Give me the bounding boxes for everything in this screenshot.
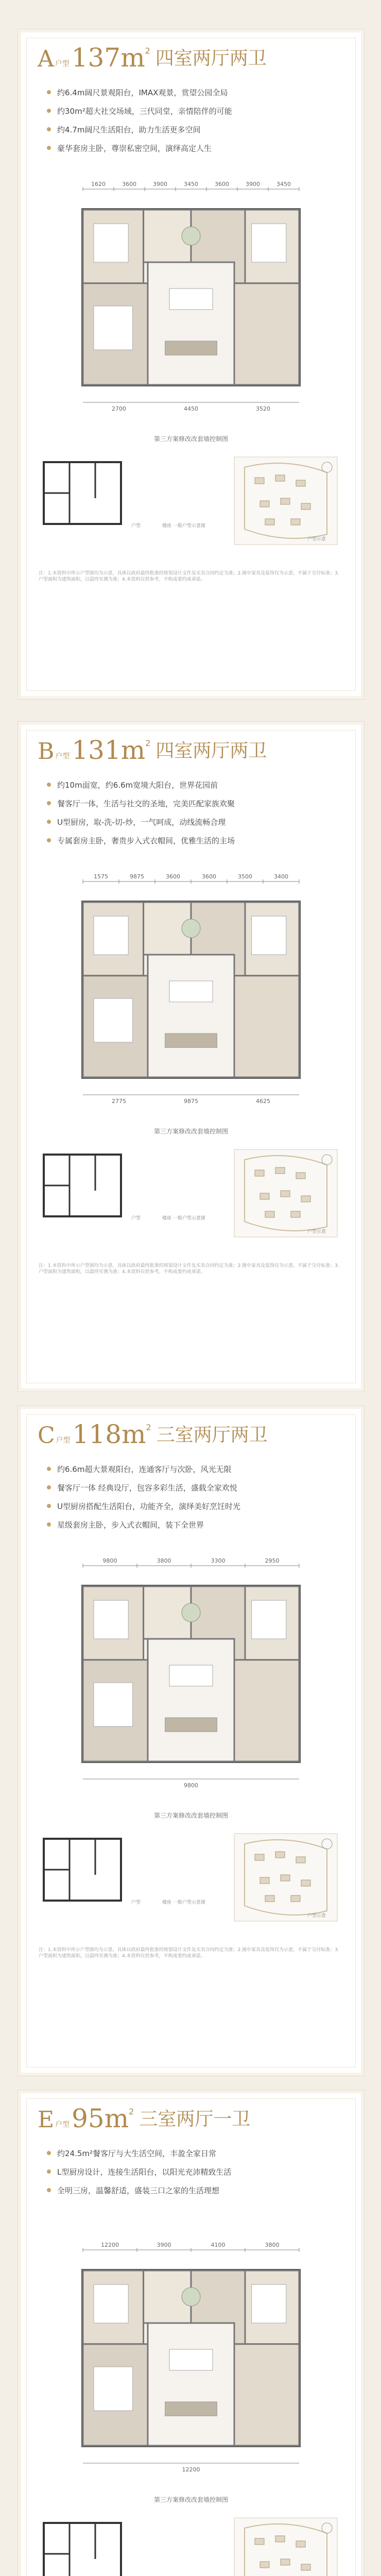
bullet-dot bbox=[47, 820, 51, 824]
floor-plan bbox=[18, 866, 364, 1124]
bullet-dot bbox=[47, 783, 51, 787]
unit-type-label: 户型 bbox=[55, 752, 70, 760]
feature-item bbox=[47, 775, 335, 794]
dimension-label: 3450 bbox=[184, 181, 198, 188]
mini-floor-plan bbox=[39, 1834, 126, 1911]
site-map bbox=[229, 1144, 342, 1242]
floor-plan bbox=[18, 2234, 364, 2492]
reference-row bbox=[39, 1828, 343, 1942]
dimension-label: 2775 bbox=[112, 1098, 126, 1105]
legend-text: 楼座 一般户型示意图 bbox=[162, 1216, 205, 1221]
building-block bbox=[291, 1895, 300, 1902]
feature-text: U型厨房，取-洗-切-炒，一气呵成，动线流畅合理 bbox=[57, 817, 226, 827]
room bbox=[148, 955, 234, 1077]
feature-item bbox=[47, 1515, 335, 1534]
dining-table bbox=[169, 1665, 213, 1686]
building-block bbox=[255, 2538, 264, 2545]
plant bbox=[182, 227, 200, 245]
feature-text: 约6.6m超大景观阳台，连通客厅与次卧，风光无限 bbox=[57, 1464, 232, 1474]
feature-text: 约4.7m阔尺生活阳台，助力生活更多空间 bbox=[57, 125, 201, 134]
building-block bbox=[301, 2564, 310, 2570]
feature-item bbox=[47, 831, 335, 850]
feature-list bbox=[47, 775, 335, 850]
feature-item bbox=[47, 83, 335, 101]
plan-caption: 第三方案修改改套墙控制图 bbox=[153, 1812, 228, 1819]
dimension-label: 4100 bbox=[211, 2242, 226, 2248]
bed bbox=[94, 998, 133, 1042]
feature-text: L型厨房设计，连接生活阳台，以阳光充沛精致生活 bbox=[57, 2167, 232, 2177]
dimension-label: 9875 bbox=[184, 1098, 198, 1105]
dimension-label: 4450 bbox=[184, 405, 198, 412]
dimension-label: 1620 bbox=[91, 181, 106, 188]
building-block bbox=[255, 1170, 264, 1176]
feature-item bbox=[47, 812, 335, 831]
disclaimer-note: 注：1.本资料中所示户型图均为示意，具体以政府最终批准的规划设计文件及买卖合同约定为准；2.图中家具及装饰仅为示意，不属于交付标准；3.户型面积为建筑面积，以最终实测为准；4.本资料仅供参考，不构成要约或承诺。 bbox=[39, 571, 339, 582]
feature-text: 约30m²超大社交场域，三代同堂，亲情陪伴的可能 bbox=[57, 106, 232, 116]
building-block bbox=[255, 478, 264, 484]
unit-letter: A bbox=[38, 46, 54, 72]
room bbox=[148, 2323, 234, 2446]
dimension-label: 3450 bbox=[276, 181, 291, 188]
bed bbox=[252, 2284, 286, 2323]
dimension-label: 3800 bbox=[265, 2242, 280, 2248]
building-block bbox=[265, 1211, 274, 1217]
feature-text: 餐客厅一体，生活与社交的圣地，完美匹配家族欢聚 bbox=[57, 799, 235, 808]
building-block bbox=[281, 498, 290, 504]
bullet-dot bbox=[47, 2151, 51, 2155]
dimension-label: 3400 bbox=[274, 873, 288, 880]
feature-text: U型厨房搭配生活阳台，功能齐全，演绎美好烹饪时光 bbox=[57, 1501, 240, 1511]
dining-table bbox=[169, 2349, 213, 2370]
bed bbox=[94, 306, 133, 350]
feature-text: 约6.4m阔尺景观阳台，IMAX观景，赏望公园全局 bbox=[57, 88, 228, 97]
floor-plan bbox=[18, 1550, 364, 1808]
bullet-dot bbox=[47, 2188, 51, 2192]
feature-item bbox=[47, 2144, 335, 2162]
sofa bbox=[165, 1033, 217, 1047]
dimension-label: 9800 bbox=[184, 1782, 198, 1789]
floor-plan bbox=[18, 174, 364, 431]
dimension-label: 9800 bbox=[102, 1557, 117, 1564]
building-block bbox=[296, 480, 305, 486]
bullet-dot bbox=[47, 801, 51, 805]
floor-plan-drawing bbox=[47, 1550, 335, 1808]
feature-text: 约10m面宽，约6.6m宽境大阳台，世界花园前 bbox=[57, 780, 218, 790]
building-block bbox=[296, 1173, 305, 1179]
legend-unit bbox=[131, 1214, 141, 1221]
unit-title bbox=[38, 737, 267, 763]
building-block bbox=[260, 1877, 269, 1884]
feature-text: 约24.5m²餐客厅与大生活空间，丰盈全家日常 bbox=[57, 2148, 217, 2158]
site-map-label: 户型示意 bbox=[307, 1913, 326, 1919]
unit-area: 131m bbox=[72, 735, 146, 765]
building-block bbox=[275, 475, 285, 481]
mini-floor-plan bbox=[39, 457, 126, 534]
dimension-label: 4625 bbox=[256, 1098, 270, 1105]
building-block bbox=[275, 1852, 285, 1858]
legend-building bbox=[162, 1214, 205, 1221]
building-block bbox=[291, 1211, 300, 1217]
bed bbox=[94, 1683, 133, 1726]
unit-area: 137m bbox=[71, 43, 145, 73]
bed bbox=[94, 916, 128, 955]
unit-layout: 四室两厅两卫 bbox=[155, 48, 267, 69]
plan-caption: 第三方案修改改套墙控制图 bbox=[153, 435, 228, 443]
bed bbox=[252, 1600, 286, 1639]
unit-layout: 三室两厅两卫 bbox=[156, 1425, 268, 1446]
unit-type-label: 户型 bbox=[55, 2121, 70, 2129]
dimension-label: 3900 bbox=[153, 181, 167, 188]
disclaimer-note: 注：1.本资料中所示户型图均为示意，具体以政府最终批准的规划设计文件及买卖合同约定为准；2.图中家具及装饰仅为示意，不属于交付标准；3.户型面积为建筑面积，以最终实测为准；4.本资料仅供参考，不构成要约或承诺。 bbox=[39, 1947, 339, 1959]
room bbox=[148, 1639, 234, 1761]
feature-item bbox=[47, 139, 335, 157]
dimension-label: 1575 bbox=[94, 873, 108, 880]
feature-item bbox=[47, 794, 335, 812]
plant bbox=[182, 919, 200, 938]
bullet-dot bbox=[47, 1522, 51, 1527]
floor-plan-drawing bbox=[47, 174, 335, 431]
building-block bbox=[291, 519, 300, 525]
bullet-dot bbox=[47, 1485, 51, 1489]
unit-type-label: 户型 bbox=[55, 60, 70, 68]
bullet-dot bbox=[47, 838, 51, 842]
site-map bbox=[229, 1828, 342, 1926]
unit-layout: 四室两厅两卫 bbox=[155, 740, 267, 761]
dimension-label: 3900 bbox=[157, 2242, 171, 2248]
feature-text: 星级套房主卧，步入式衣帽间，装下全世界 bbox=[57, 1520, 204, 1530]
reference-row bbox=[39, 2513, 343, 2576]
building-block bbox=[260, 1193, 269, 1199]
plan-caption: 第三方案修改改套墙控制图 bbox=[153, 2496, 228, 2503]
building-block bbox=[281, 2559, 290, 2565]
area-superscript: 2 bbox=[146, 1422, 151, 1432]
bullet-dot bbox=[47, 1467, 51, 1471]
legend-text: 户型 bbox=[131, 1900, 141, 1905]
building-block bbox=[301, 503, 310, 510]
room bbox=[148, 262, 234, 385]
sofa bbox=[165, 2402, 217, 2416]
bullet-dot bbox=[47, 2170, 51, 2174]
feature-item bbox=[47, 1460, 335, 1478]
dimension-label: 3600 bbox=[215, 181, 229, 188]
area-superscript: 2 bbox=[129, 2107, 134, 2116]
dimension-label: 3600 bbox=[122, 181, 136, 188]
reference-row bbox=[39, 452, 343, 565]
unit-area: 95m bbox=[72, 2104, 129, 2133]
feature-text: 餐客厅一体 经典设厅，包容多彩生活，盛载全家欢悦 bbox=[57, 1483, 237, 1493]
floor-plan-drawing bbox=[47, 866, 335, 1124]
legend-text: 楼座 一般户型示意图 bbox=[162, 523, 205, 529]
feature-text: 豪华套房主卧，尊崇私密空间，演绎高定人生 bbox=[57, 143, 212, 153]
bed bbox=[94, 2284, 128, 2323]
plan-caption: 第三方案修改改套墙控制图 bbox=[153, 1128, 228, 1135]
site-map-label: 户型示意 bbox=[307, 537, 326, 542]
sofa bbox=[165, 341, 217, 355]
feature-item bbox=[47, 120, 335, 139]
feature-list bbox=[47, 83, 335, 157]
dimension-label: 3520 bbox=[256, 405, 270, 412]
site-map-label: 户型示意 bbox=[307, 1229, 326, 1234]
legend-building bbox=[162, 1899, 205, 1905]
bed bbox=[252, 916, 286, 955]
sofa bbox=[165, 1718, 217, 1732]
dimension-label: 12200 bbox=[101, 2242, 119, 2248]
dimension-label: 3900 bbox=[246, 181, 260, 188]
bullet-dot bbox=[47, 1504, 51, 1508]
unit-layout: 三室两厅一卫 bbox=[139, 2109, 251, 2130]
mini-floor-plan bbox=[39, 1149, 126, 1227]
bed bbox=[94, 1600, 128, 1639]
building-block bbox=[296, 2541, 305, 2547]
mini-floor-plan bbox=[39, 2518, 126, 2576]
dimension-label: 2950 bbox=[265, 1557, 280, 1564]
reference-row bbox=[39, 1144, 343, 1258]
bullet-dot bbox=[47, 127, 51, 131]
room bbox=[234, 976, 299, 1077]
bed bbox=[252, 224, 286, 262]
feature-item bbox=[47, 1497, 335, 1515]
bullet-dot bbox=[47, 109, 51, 113]
floor-plan-drawing bbox=[47, 2234, 335, 2492]
plant bbox=[182, 2287, 200, 2306]
unit-area: 118m bbox=[72, 1419, 146, 1449]
dimension-label: 3500 bbox=[238, 873, 252, 880]
bullet-dot bbox=[47, 90, 51, 94]
dimension-label: 12200 bbox=[182, 2466, 200, 2473]
building-block bbox=[301, 1196, 310, 1202]
building-block bbox=[255, 1854, 264, 1860]
legend-building bbox=[162, 522, 205, 529]
legend-text: 户型 bbox=[131, 523, 141, 529]
disclaimer-note: 注：1.本资料中所示户型图均为示意，具体以政府最终批准的规划设计文件及买卖合同约定为准；2.图中家具及装饰仅为示意，不属于交付标准；3.户型面积为建筑面积，以最终实测为准；4.本资料仅供参考，不构成要约或承诺。 bbox=[39, 1263, 339, 1275]
building-block bbox=[281, 1875, 290, 1881]
dimension-label: 3300 bbox=[211, 1557, 226, 1564]
legend-text: 户型 bbox=[131, 1216, 141, 1221]
unit-letter: C bbox=[38, 1422, 55, 1449]
dimension-label: 9875 bbox=[130, 873, 144, 880]
unit-letter: E bbox=[38, 2107, 55, 2133]
unit-title bbox=[38, 2106, 250, 2131]
dimension-label: 3600 bbox=[202, 873, 216, 880]
feature-item bbox=[47, 1478, 335, 1497]
building-block bbox=[260, 501, 269, 507]
unit-title bbox=[38, 45, 267, 71]
bed bbox=[94, 2367, 133, 2411]
feature-text: 全明三房，温馨舒适，盛装三口之家的生活理想 bbox=[57, 2185, 220, 2195]
building-block bbox=[275, 2536, 285, 2542]
floorplan-card bbox=[18, 2090, 365, 2576]
building-block bbox=[260, 2562, 269, 2568]
legend-unit bbox=[131, 522, 141, 529]
feature-item bbox=[47, 2162, 335, 2181]
area-superscript: 2 bbox=[145, 738, 151, 748]
feature-item bbox=[47, 101, 335, 120]
room bbox=[234, 283, 299, 385]
feature-text: 专属套房主卧，奢贵步入式衣帽间，优雅生活的主场 bbox=[57, 836, 235, 845]
legend-unit bbox=[131, 1899, 141, 1905]
feature-list bbox=[47, 1460, 335, 1534]
floorplan-card bbox=[18, 1405, 365, 2076]
building-block bbox=[275, 1167, 285, 1174]
feature-item bbox=[47, 2181, 335, 2199]
bullet-dot bbox=[47, 146, 51, 150]
dimension-label: 3600 bbox=[166, 873, 180, 880]
dimension-label: 3800 bbox=[157, 1557, 171, 1564]
feature-list bbox=[47, 2144, 335, 2199]
building-block bbox=[265, 1895, 274, 1902]
building-block bbox=[296, 1857, 305, 1863]
building-block bbox=[265, 519, 274, 525]
floorplan-card bbox=[18, 29, 365, 700]
building-block bbox=[301, 1880, 310, 1886]
site-map bbox=[229, 2513, 342, 2576]
legend-text: 楼座 一般户型示意图 bbox=[162, 1900, 205, 1905]
room bbox=[234, 1660, 299, 1761]
room bbox=[234, 2344, 299, 2446]
mini-wall bbox=[44, 2523, 121, 2576]
building-block bbox=[281, 1191, 290, 1197]
area-superscript: 2 bbox=[145, 46, 150, 56]
floorplan-card bbox=[18, 721, 365, 1392]
dining-table bbox=[169, 289, 213, 310]
unit-type-label: 户型 bbox=[56, 1436, 71, 1445]
bed bbox=[94, 224, 128, 262]
dining-table bbox=[169, 981, 213, 1002]
site-map bbox=[229, 452, 342, 550]
unit-title bbox=[38, 1421, 268, 1447]
plant bbox=[182, 1603, 200, 1622]
unit-letter: B bbox=[38, 738, 55, 765]
dimension-label: 2700 bbox=[112, 405, 126, 412]
